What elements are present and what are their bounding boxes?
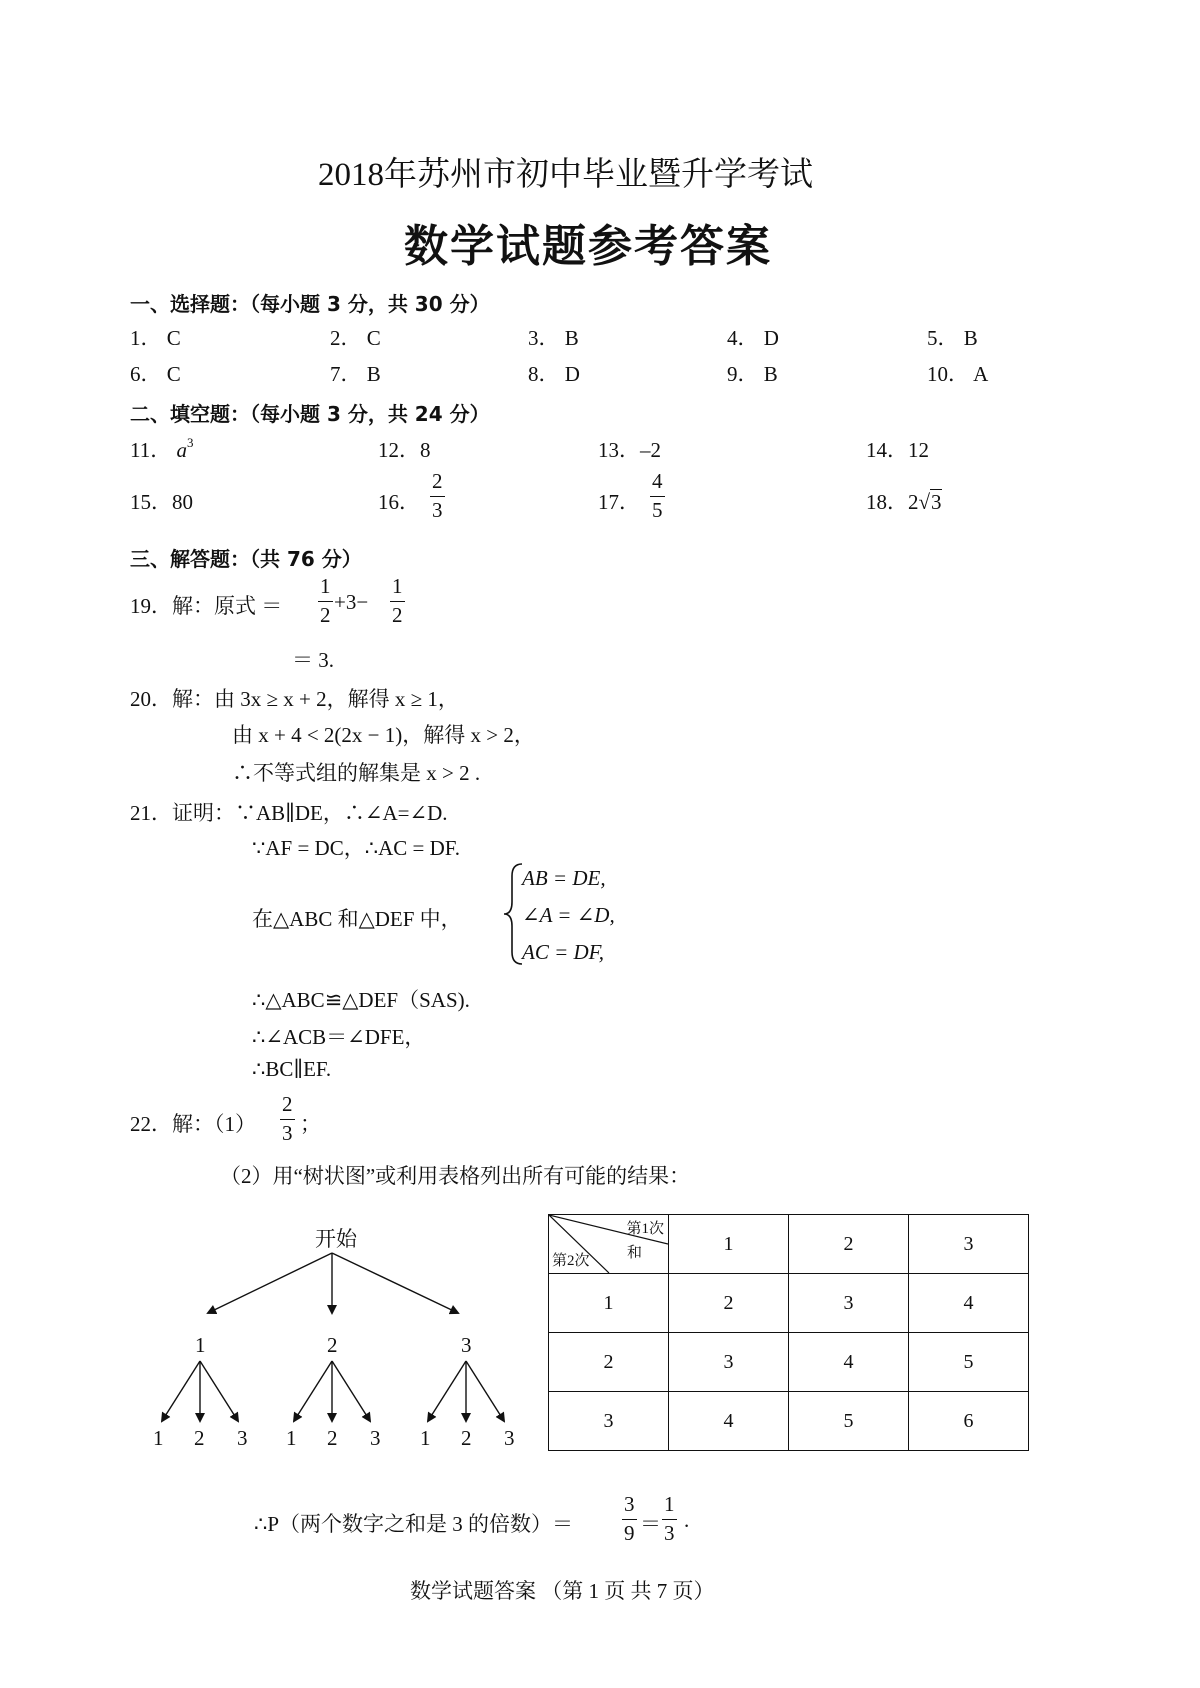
fill-answer-15: 15．80 [130, 490, 193, 514]
q21-system-2: ∠A = ∠D, [522, 903, 615, 927]
table-row-head: 3 [549, 1392, 669, 1451]
corner-label-second: 第2次 [552, 1253, 590, 1269]
probability-equals: ＝ [640, 1512, 661, 1536]
tree-node-level2: 1 [420, 1426, 431, 1450]
table-header-cell: 1 [669, 1215, 789, 1274]
probability-text: ∴P（两个数字之和是 3 的倍数）＝ [254, 1512, 574, 1536]
tree-node-level2: 3 [237, 1426, 248, 1450]
table-row [549, 1392, 1029, 1451]
sum-table [548, 1214, 1029, 1451]
choice-item: 7． B [330, 362, 381, 386]
table-cell: 2 [669, 1274, 789, 1333]
section-solve-heading: 三、解答题：（共 76 分） [130, 547, 362, 571]
tree-node-level1: 1 [195, 1333, 206, 1357]
fill-answer-17-fraction: 4 5 [652, 469, 663, 522]
answer-title: 数学试题参考答案 [404, 221, 772, 272]
q22-part-1-fraction: 2 3 [282, 1092, 293, 1145]
table-header-row [549, 1215, 1029, 1274]
tree-node-level1: 3 [461, 1333, 472, 1357]
fill-answer-18: 18．2√3 [866, 490, 942, 514]
tree-node-level2: 2 [194, 1426, 205, 1450]
q21-intro: 在△ABC 和△DEF 中， [252, 907, 462, 931]
fill-answer-13: 13．–2 [598, 438, 661, 462]
probability-fraction-2: 1 3 [664, 1492, 675, 1545]
choice-item: 8． D [528, 362, 580, 386]
fill-answer-16-fraction: 2 3 [432, 469, 443, 522]
q19-label: 19．解：原式 ＝ [130, 594, 283, 618]
q19-result: ＝ 3. [292, 648, 334, 672]
fill-answer-14: 14．12 [866, 438, 929, 462]
page-footer: 数学试题答案 （第 1 页 共 7 页） [410, 1579, 715, 1603]
q21-system-1: AB = DE, [522, 866, 606, 890]
q20-line-1: 20．解：由 3x ≥ x + 2，解得 x ≥ 1， [130, 687, 459, 711]
table-cell: 5 [789, 1392, 909, 1451]
probability-fraction-1: 3 9 [624, 1492, 635, 1545]
corner-label-sum: 和 [626, 1245, 642, 1261]
q20-line-3: ∴不等式组的解集是 x > 2 . [232, 761, 481, 785]
table-cell: 3 [669, 1333, 789, 1392]
tree-node-level2: 3 [370, 1426, 381, 1450]
table-cell: 3 [789, 1274, 909, 1333]
choice-item: 10． A [927, 362, 989, 386]
q20-line-2: 由 x + 4 < 2(2x − 1)，解得 x > 2， [232, 723, 535, 747]
choice-item: 9． B [727, 362, 778, 386]
table-cell: 6 [909, 1392, 1029, 1451]
table-row [549, 1333, 1029, 1392]
fill-answer-17-label: 17． [598, 490, 640, 514]
q21-line-2: ∵AF = DC，∴AC = DF. [252, 836, 461, 860]
choice-item: 2． C [330, 326, 381, 350]
q22-part-1: 22．解：（1） [130, 1112, 256, 1136]
q22-part-1-end: ； [300, 1112, 321, 1136]
tree-node-level2: 3 [504, 1426, 515, 1450]
fill-answer-11: 11． $a^3$ [130, 435, 194, 462]
q22-part-2: （2）用“树状图”或利用表格列出所有可能的结果： [220, 1164, 691, 1188]
choice-item: 1． C [130, 326, 181, 350]
table-header-cell: 2 [789, 1215, 909, 1274]
table-header-cell: 3 [909, 1215, 1029, 1274]
choice-item: 5． B [927, 326, 978, 350]
q21-line-4: ∴∠ACB＝∠DFE， [252, 1025, 426, 1049]
table-cell: 4 [669, 1392, 789, 1451]
probability-end: . [684, 1508, 690, 1532]
exam-title: 2018年苏州市初中毕业暨升学考试 [318, 157, 813, 193]
q21-line-3: ∴△ABC≌△DEF（SAS). [252, 988, 470, 1012]
tree-node-level1: 2 [327, 1333, 338, 1357]
tree-node-level2: 2 [327, 1426, 338, 1450]
table-cell: 4 [909, 1274, 1029, 1333]
q19-fraction-2: 1 2 [392, 574, 403, 627]
tree-root: 开始 [315, 1227, 357, 1251]
section-choice-heading: 一、选择题：（每小题 3 分，共 30 分） [130, 292, 490, 316]
q21-line-1: 21．证明：∵AB∥DE，∴∠A=∠D. [130, 801, 448, 825]
fill-answer-16-label: 16． [378, 490, 420, 514]
fill-answer-12: 12．8 [378, 438, 431, 462]
section-fill-heading: 二、填空题：（每小题 3 分，共 24 分） [130, 402, 490, 426]
q21-system-3: AC = DF, [522, 940, 605, 964]
q19-fraction-1: 1 2 [320, 574, 331, 627]
q21-line-5: ∴BC∥EF. [252, 1057, 332, 1081]
table-corner-cell [549, 1215, 669, 1274]
table-cell: 5 [909, 1333, 1029, 1392]
table-row [549, 1274, 1029, 1333]
corner-label-first: 第1次 [626, 1221, 664, 1237]
tree-node-level2: 1 [286, 1426, 297, 1450]
table-row-head: 1 [549, 1274, 669, 1333]
choice-item: 3． B [528, 326, 579, 350]
tree-node-level2: 1 [153, 1426, 164, 1450]
choice-item: 4． D [727, 326, 779, 350]
table-row-head: 2 [549, 1333, 669, 1392]
q19-middle: +3− [334, 590, 369, 614]
table-cell: 4 [789, 1333, 909, 1392]
choice-item: 6． C [130, 362, 181, 386]
tree-node-level2: 2 [461, 1426, 472, 1450]
